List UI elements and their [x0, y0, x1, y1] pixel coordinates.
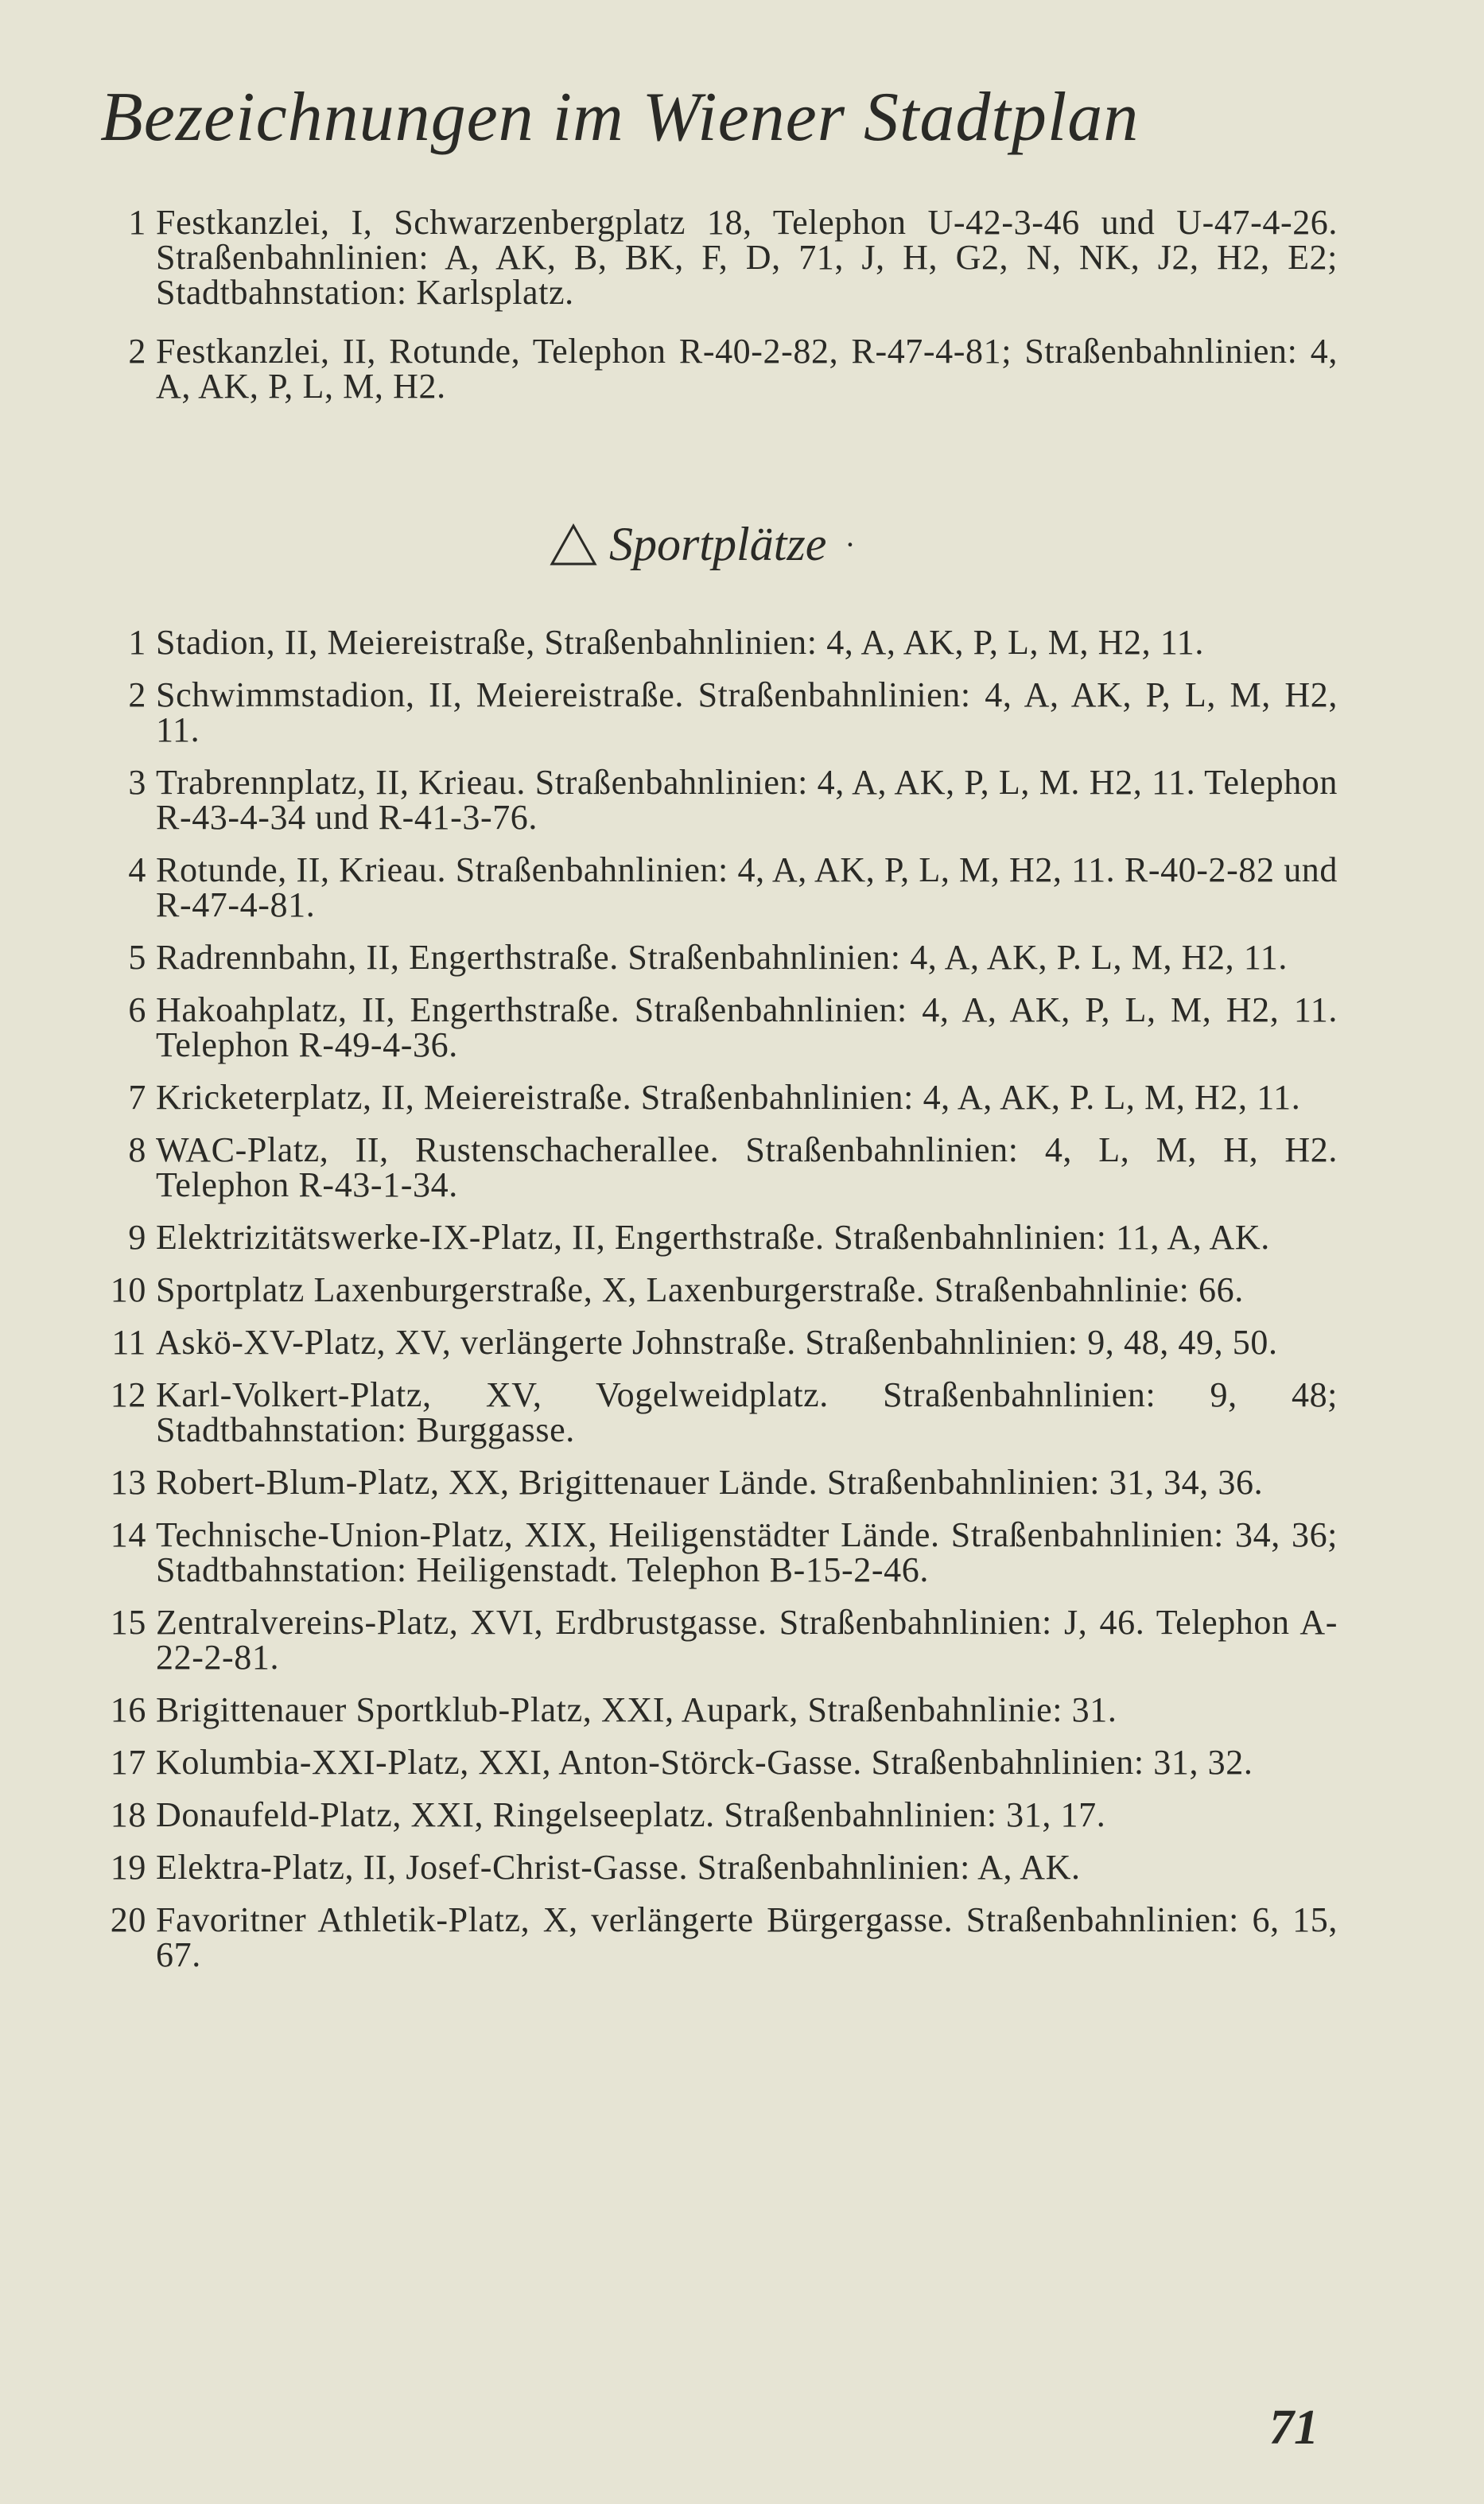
festkanzlei-list	[89, 205, 1338, 428]
entry-number: 6	[128, 990, 146, 1029]
page-number: 71	[1269, 2401, 1319, 2455]
page-title: Bezeichnungen im Wiener Stadtplan	[100, 79, 1140, 156]
section-heading-label: Sportplätze	[609, 518, 827, 570]
entry-text: Technische-Union-Platz, XIX, Heiligenstädter Lände. Straßenbahnlinien: 34, 36; Stadtbahnstation: Heiligenstadt. Telephon B-15-2-46.	[156, 1515, 1338, 1589]
entry-text: WAC-Platz, II, Rustenschacherallee. Straßenbahnlinien: 4, L, M, H, H2. Telephon R-43-1-34.	[156, 1130, 1338, 1204]
list-item	[89, 1080, 1338, 1115]
entry-text: Elektra-Platz, II, Josef-Christ-Gasse. Straßenbahnlinien: A, AK.	[156, 1848, 1081, 1887]
list-item	[89, 1465, 1338, 1500]
entry-text: Festkanzlei, II, Rotunde, Telephon R-40-2-82, R-47-4-81; Straßenbahnlinien: 4, A, AK, P, L, M, H2.	[156, 332, 1338, 406]
entry-number: 4	[128, 850, 146, 889]
list-item	[89, 1795, 1338, 1834]
entry-number: 18	[110, 1795, 146, 1834]
list-item	[89, 1270, 1338, 1309]
triangle-outline-icon	[549, 523, 598, 567]
sportplaetze-list	[89, 625, 1338, 1990]
entry-number: 15	[110, 1603, 146, 1642]
entry-text: Zentralvereins-Platz, XVI, Erdbrustgasse. Straßenbahnlinien: J, 46. Telephon A-22-2-81.	[156, 1603, 1338, 1677]
entry-number: 10	[110, 1270, 146, 1309]
entry-number: 9	[128, 1218, 146, 1257]
entry-number: 5	[128, 938, 146, 977]
list-item	[89, 1220, 1338, 1255]
entry-number: 1	[128, 623, 146, 662]
entry-text: Elektrizitätswerke-IX-Platz, II, Engerthstraße. Straßenbahnlinien: 11, A, AK.	[156, 1218, 1270, 1257]
entry-text: Hakoahplatz, II, Engerthstraße. Straßenbahnlinien: 4, A, AK, P, L, M, H2, 11. Telephon R-49-4-36.	[156, 990, 1338, 1064]
entry-text: Trabrennplatz, II, Krieau. Straßenbahnlinien: 4, A, AK, P, L, M. H2, 11. Telephon R-43-4-34 und R-41-3-76.	[156, 763, 1338, 837]
list-item	[89, 1745, 1338, 1780]
entry-text: Schwimmstadion, II, Meiereistraße. Straßenbahnlinien: 4, A, AK, P, L, M, H2, 11.	[156, 675, 1338, 749]
entry-number: 20	[110, 1900, 146, 1939]
list-item	[89, 1515, 1338, 1589]
list-item	[89, 1605, 1338, 1675]
entry-text: Kricketerplatz, II, Meiereistraße. Straßenbahnlinien: 4, A, AK, P. L, M, H2, 11.	[156, 1078, 1301, 1117]
entry-number: 7	[128, 1078, 146, 1117]
entry-number: 8	[128, 1130, 146, 1169]
list-item	[89, 1900, 1338, 1974]
entry-text: Donaufeld-Platz, XXI, Ringelseeplatz. Straßenbahnlinien: 31, 17.	[156, 1795, 1106, 1834]
list-item	[89, 625, 1338, 660]
entry-text: Askö-XV-Platz, XV, verlängerte Johnstraße. Straßenbahnlinien: 9, 48, 49, 50.	[156, 1323, 1278, 1362]
section-heading-sportplaetze	[549, 517, 853, 572]
entry-text: Stadion, II, Meiereistraße, Straßenbahnlinien: 4, A, AK, P, L, M, H2, 11.	[156, 623, 1204, 662]
entry-number: 13	[110, 1463, 146, 1502]
entry-number: 1	[128, 203, 146, 242]
entry-text: Brigittenauer Sportklub-Platz, XXI, Aupark, Straßenbahnlinie: 31.	[156, 1690, 1117, 1729]
entry-number: 16	[110, 1690, 146, 1729]
list-item	[89, 990, 1338, 1064]
list-item	[89, 1375, 1338, 1449]
entry-number: 14	[110, 1515, 146, 1554]
entry-number: 17	[110, 1743, 146, 1782]
entry-number: 12	[110, 1375, 146, 1414]
list-item	[89, 1325, 1338, 1360]
entry-text: Robert-Blum-Platz, XX, Brigittenauer Lände. Straßenbahnlinien: 31, 34, 36.	[156, 1463, 1264, 1502]
entry-number: 2	[128, 332, 146, 371]
list-item	[89, 1850, 1338, 1885]
entry-number: 3	[128, 763, 146, 802]
entry-number: 2	[128, 675, 146, 714]
entry-text: Rotunde, II, Krieau. Straßenbahnlinien: 4, A, AK, P, L, M, H2, 11. R-40-2-82 und R-47-4-81.	[156, 850, 1338, 924]
entry-text: Radrennbahn, II, Engerthstraße. Straßenbahnlinien: 4, A, AK, P. L, M, H2, 11.	[156, 938, 1288, 977]
list-item	[89, 675, 1338, 749]
list-item	[89, 1130, 1338, 1204]
entry-number: 11	[111, 1323, 146, 1362]
entry-text: Sportplatz Laxenburgerstraße, X, Laxenburgerstraße. Straßenbahnlinie: 66.	[156, 1270, 1244, 1309]
entry-number: 19	[110, 1848, 146, 1887]
list-item	[89, 205, 1338, 310]
entry-text: Festkanzlei, I, Schwarzenbergplatz 18, Telephon U-42-3-46 und U-47-4-26. Straßenbahnlinien: A, AK, B, BK, F, D, 71, J, H, G2, N, NK, J2, H2, E2; Stadtbahnstation: Karlsplatz.	[156, 203, 1338, 312]
list-item	[89, 940, 1338, 975]
list-item	[89, 334, 1338, 404]
entry-text: Kolumbia-XXI-Platz, XXI, Anton-Störck-Gasse. Straßenbahnlinien: 31, 32.	[156, 1743, 1253, 1782]
heading-dot: ·	[845, 527, 854, 562]
list-item	[89, 765, 1338, 835]
list-item	[89, 850, 1338, 924]
entry-text: Karl-Volkert-Platz, XV, Vogelweidplatz. Straßenbahnlinien: 9, 48; Stadtbahnstation: Burggasse.	[156, 1375, 1338, 1449]
list-item	[89, 1690, 1338, 1729]
entry-text: Favoritner Athletik-Platz, X, verlängerte Bürgergasse. Straßenbahnlinien: 6, 15, 67.	[156, 1900, 1338, 1974]
